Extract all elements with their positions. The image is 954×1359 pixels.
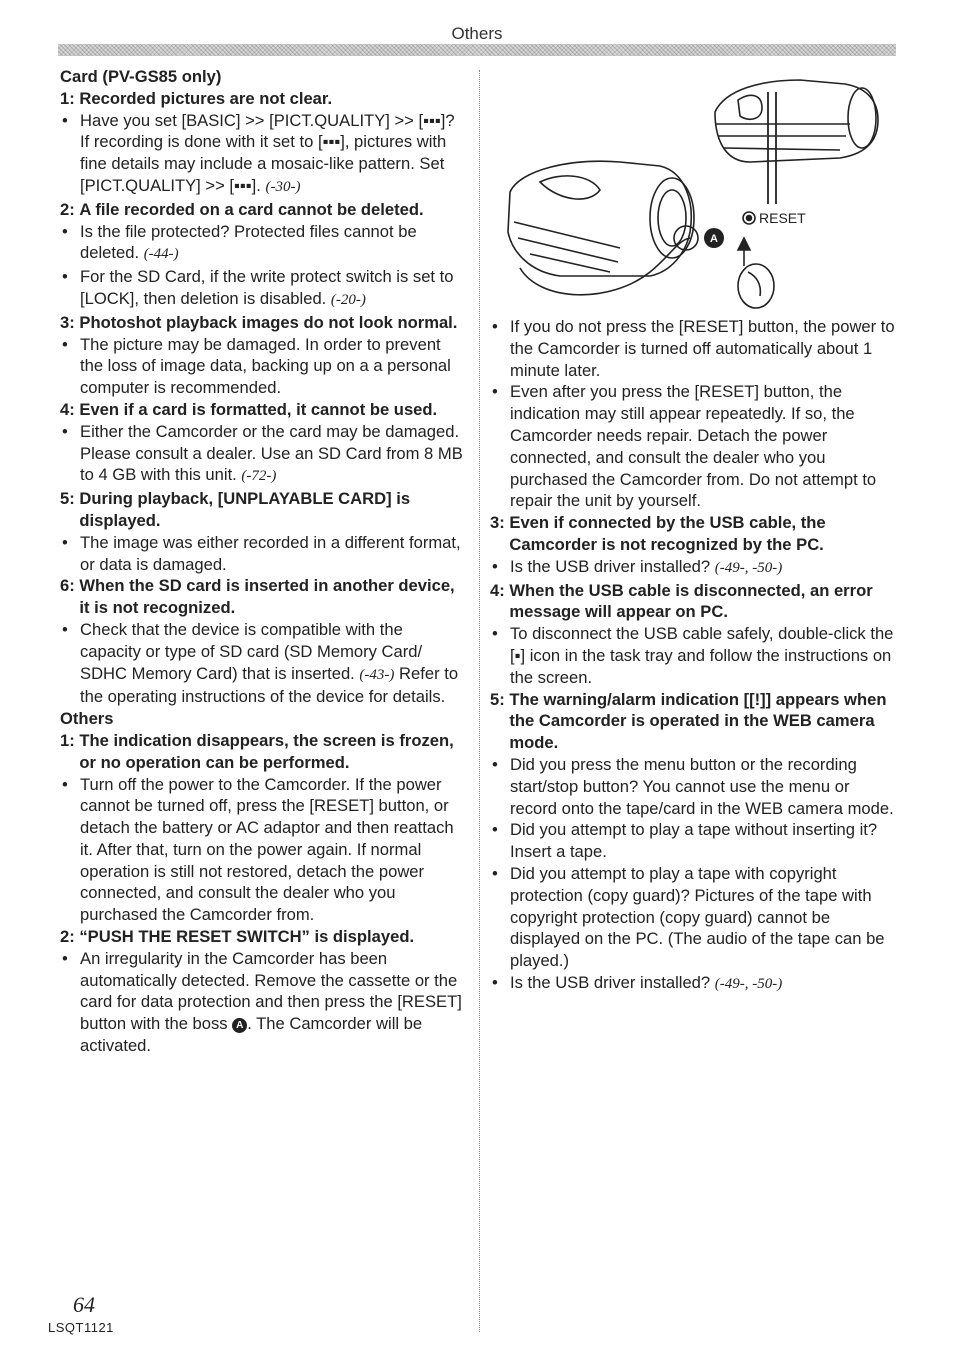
others-item-4: 4: When the USB cable is disconnected, an error message will appear on PC.: [490, 580, 873, 622]
right-column: [490, 316, 898, 996]
boss-a-icon: A: [232, 1018, 247, 1033]
others-item-4-bullet-1: • To disconnect the USB cable safely, double-click the [▪] icon in the task tray and follow the instructions on the screen.: [492, 624, 894, 687]
card-item-2: 2: A file recorded on a card cannot be deleted.: [60, 199, 424, 219]
running-header: Others: [451, 24, 503, 43]
card-item-1-bullet-1: • Have you set [BASIC] >> [PICT.QUALITY] >> [▪▪▪]? If recording is done with it set to [▪▪▪], pictures with fine details may include a mosaic-like pattern. Set [PICT.QUALITY] >> [▪▪▪]. (-30-): [62, 110, 455, 195]
reset-label: RESET: [759, 210, 806, 226]
others-item-5-bullet-1: • Did you press the menu button or the recording start/stop button? You cannot use the menu or record onto the tape/card in the WEB camera mode.: [492, 754, 894, 818]
card-item-4: 4: Even if a card is formatted, it cannot be used.: [60, 399, 438, 419]
card-item-3-bullet-1: • The picture may be damaged. In order to prevent the loss of image data, backing up on a a personal computer is recommended.: [62, 334, 451, 398]
reset-note-bullet-1: • If you do not press the [RESET] button, the power to the Camcorder is turned off automatically about 1 minute later.: [492, 317, 895, 380]
model-code: LSQT1121: [48, 1320, 114, 1335]
others-item-2: 2: “PUSH THE RESET SWITCH” is displayed.: [60, 927, 415, 947]
others-item-1: 1: The indication disappears, the screen is frozen, or no operation can be performed.: [60, 730, 454, 772]
up-arrow-icon: [738, 238, 750, 266]
card-item-2-bullet-2: • For the SD Card, if the write protect switch is set to [LOCK], then deletion is disabled. (-20-): [62, 267, 454, 308]
page-number: 64: [73, 1292, 95, 1317]
card-item-1: 1: Recorded pictures are not clear.: [60, 88, 333, 108]
others-item-5-bullet-4: • Is the USB driver installed? (-49-, -50-): [492, 972, 783, 992]
card-item-5: 5: During playback, [UNPLAYABLE CARD] is displayed.: [60, 489, 411, 530]
camcorder-top-lens: [848, 88, 876, 148]
card-item-3: 3: Photoshot playback images do not look normal.: [60, 312, 458, 332]
others-item-5-bullet-2: • Did you attempt to play a tape without inserting it? Insert a tape.: [492, 820, 878, 862]
left-column: [60, 66, 464, 1057]
column-divider: [479, 70, 480, 1332]
card-item-5-bullet-1: • The image was either recorded in a different format, or data is damaged.: [62, 532, 461, 574]
others-item-2-bullet-1: • An irregularity in the Camcorder has been automatically detected. Remove the cassette or the card for data protection and then press the [RESET] button with the boss A . The Camcorder will be activated.: [62, 948, 462, 1056]
section-heading-others: Others: [60, 709, 114, 729]
card-item-2-bullet-1: • Is the file protected? Protected files cannot be deleted. (-44-): [62, 221, 417, 263]
others-item-3: 3: Even if connected by the USB cable, the Camcorder is not recognized by the PC.: [490, 513, 826, 554]
others-item-3-bullet-1: • Is the USB driver installed? (-49-, -50-): [492, 556, 783, 576]
card-item-4-bullet-1: • Either the Camcorder or the card may be damaged. Please consult a dealer. Use an SD Card from 8 MB to 4 GB with this unit. (-72-): [62, 421, 463, 485]
others-item-5: 5: The warning/alarm indication [[!]] appears when the Camcorder is operated in the WEB camera mode.: [490, 689, 887, 753]
others-item-1-bullet-1: • Turn off the power to the Camcorder. If the power cannot be turned off, press the [RESET] button, or detach the battery or AC adaptor and then reattach it. After that, turn on the power again. If normal operation is still not restored, detach the power connected, and consult the dealer who you purchased the Camcorder from.: [62, 774, 454, 925]
header-pattern-bar: [58, 44, 896, 56]
reset-button-circle: [738, 264, 774, 308]
boss-marker-letter: A: [710, 233, 718, 245]
card-item-6-bullet-1: • Check that the device is compatible with the capacity or type of SD card (SD Memory Card/ SDHC Memory Card) that is inserted. (-43-) Refer to the operating instructions of the device for details.: [62, 619, 459, 707]
section-heading-card: Card (PV-GS85 only): [60, 67, 222, 86]
camcorder-reset-illustration: [500, 72, 890, 312]
card-item-6: 6: When the SD card is inserted in another device, it is not recognized.: [60, 576, 455, 618]
reset-note-bullet-2: • Even after you press the [RESET] button, the indication may still appear repeatedly. If so, the Camcorder needs repair. Detach the power connected, and consult the dealer who you purchased the Camcorder from. Do not attempt to repair the unit by yourself.: [492, 382, 877, 511]
others-item-5-bullet-3: • Did you attempt to play a tape with copyright protection (copy guard)? Pictures of the tape with copyright protection (copy guard) cannot be displayed on the PC. (The audio of the tape can be played.): [492, 863, 885, 971]
